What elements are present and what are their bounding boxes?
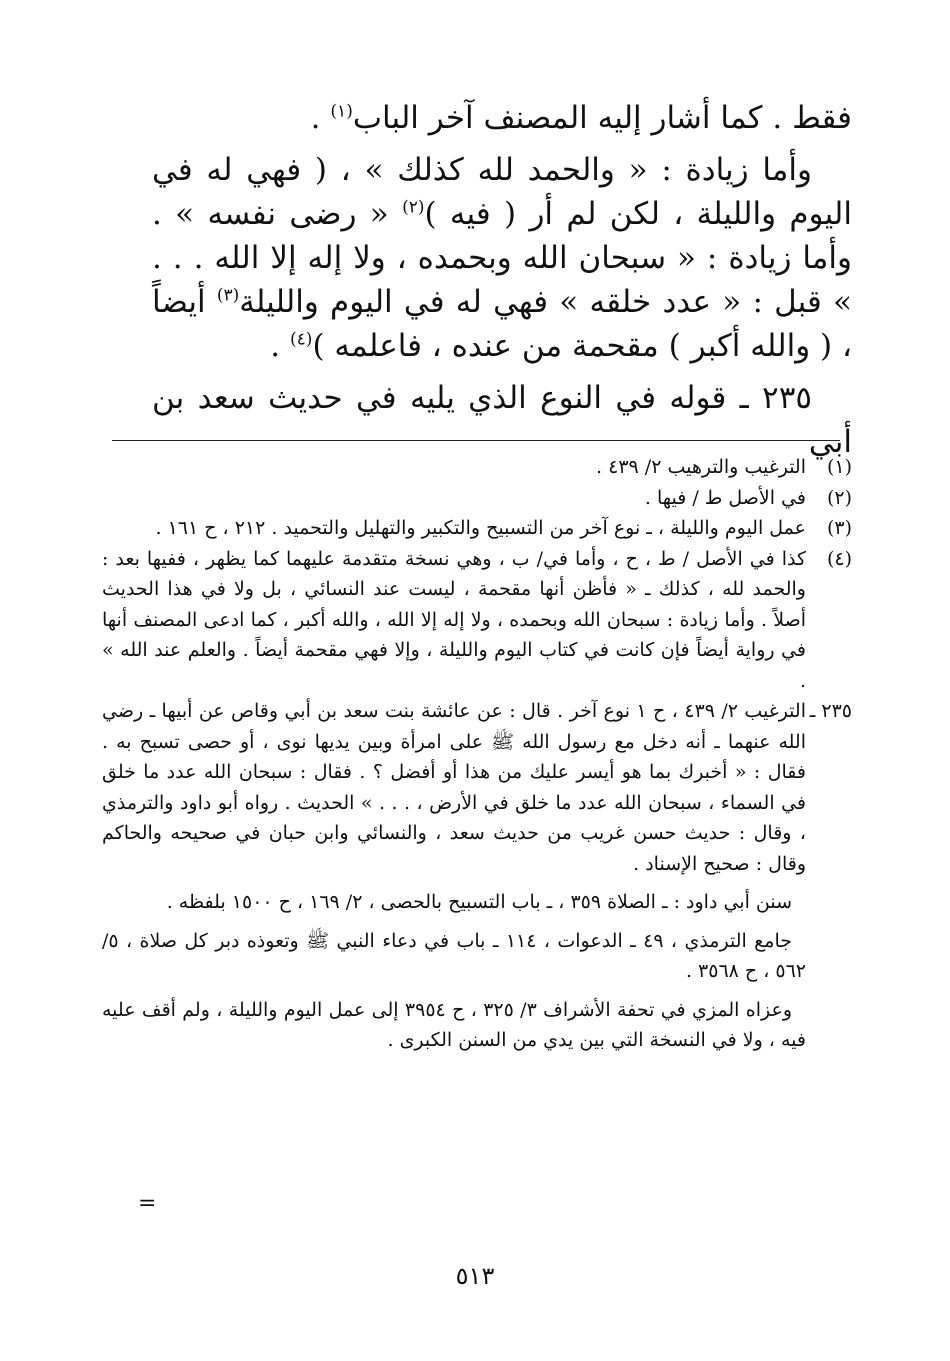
- continuation-mark: =: [138, 1191, 157, 1216]
- main-text: [152, 96, 852, 464]
- main-paragraph-3: ٢٣٥ ـ قوله في النوع الذي يليه في حديث سعد بن أبي: [152, 380, 852, 460]
- footnote-2: [102, 483, 852, 514]
- source-mizzi: وعزاه المزي في تحفة الأشراف ٣/ ٣٢٥ ، ح ٣٩٥٤ إلى عمل اليوم والليلة ، ولم أقف عليه فيه ، ولا في النسخة التي بين يدي من السنن الكبرى .: [102, 998, 806, 1051]
- footnote-number: (٢): [826, 486, 852, 509]
- footnote-number: (٤): [826, 547, 852, 570]
- footnote-text: الترغيب والترهيب ٢/ ٤٣٩ .: [596, 456, 806, 478]
- footnote-1: [102, 452, 852, 483]
- main-paragraph-2: وأما زيادة : « والحمد لله كذلك » ، ( فهي له في اليوم والليلة ، لكن لم أر ( فيه )$^{(٢)}$ « رضى نفسه » . وأما زيادة : « سبحان الله وبحمده ، ولا إله إلا الله . . . » قبل : « عدد خلقه » فهي له في اليوم والليلة$^{(٣)}$ أيضاً ، ( والله أكبر ) مقحمة من عنده ، فاعلمه )$^{(٤)}$ .: [152, 152, 852, 364]
- source-abu-dawud: سنن أبي داود : ـ الصلاة ٣٥٩ ، ـ باب التسبيح بالحصى ، ٢/ ١٦٩ ، ح ١٥٠٠ بلفظه .: [166, 891, 792, 913]
- source-tirmidhi: جامع الترمذي ، ٤٩ ـ الدعوات ، ١١٤ ـ باب في دعاء النبي ﷺ وتعوذه دبر كل صلاة ، ٥/ ٥٦٢ ، ح ٣٥٦٨ .: [102, 929, 806, 982]
- footnote-ref-2[interactable]: (٢): [402, 197, 425, 218]
- hadith-number: ٢٣٥ ـ: [809, 700, 852, 722]
- footnote-ref-1[interactable]: (١): [330, 101, 353, 122]
- footnote-ref-3[interactable]: (٣): [216, 285, 240, 306]
- footnote-3: [102, 513, 852, 544]
- footnote-number: (١): [826, 456, 852, 478]
- footnote-ref-4[interactable]: (٤): [289, 329, 313, 350]
- hadith-note-235: [102, 696, 852, 1056]
- footnote-4: [102, 544, 852, 697]
- hadith-note-text: الترغيب ٢/ ٤٣٩ ، ح ١ نوع آخر . قال : عن عائشة بنت سعد بن أبي وقاص عن أبيها ـ رضي الله عنهما ـ أنه دخل مع رسول الله ﷺ على امرأة وبين يديها نوى ، أو حصى تسبح به . فقال : « أخبرك بما هو أيسر عليك من هذا أو أفضل ؟ . فقال : سبحان الله عدد ما خلق في السماء ، سبحان الله عدد ما خلق في الأرض ، . . . » الحديث . رواه أبو داود والترمذي ، وقال : حديث حسن غريب من حديث سعد ، والنسائي وابن حبان في صحيحه والحاكم وقال : صحيح الإسناد .: [102, 700, 806, 875]
- footnote-text: عمل اليوم والليلة ، ـ نوع آخر من التسبيح والتكبير والتهليل والتحميد . ٢١٢ ، ح ١٦١ .: [155, 517, 806, 539]
- hadith-note-body: [102, 696, 806, 1056]
- footnotes: [102, 452, 852, 1056]
- footnote-number: (٣): [826, 517, 852, 539]
- footnote-text: كذا في الأصل / ط ، ح ، وأما في/ ب ، وهي نسخة متقدمة عليهما كما يظهر ، ففيها بعد : والحمد لله ، كذلك ـ « فأظن أنها مقحمة ، ليست عند النسائي ، بل ولا في هذا الحديث أصلاً . وأما زيادة : سبحان الله وبحمده ، ولا إله إلا الله ، والله أكبر ، كما ادعى المصنف أنها في رواية أيضاً فإن كانت في كتاب اليوم والليلة ، وإلا فهي مقحمة أيضاً . والعلم عند الله » .: [102, 547, 806, 692]
- footnote-text: في الأصل ط / فيها .: [644, 486, 806, 509]
- main-paragraph-1: فقط . كما أشار إليه المصنف آخر الباب$^{(١)}$ .: [310, 100, 852, 136]
- footnote-separator: [112, 440, 840, 441]
- page-number: ٥١٣: [455, 1262, 495, 1290]
